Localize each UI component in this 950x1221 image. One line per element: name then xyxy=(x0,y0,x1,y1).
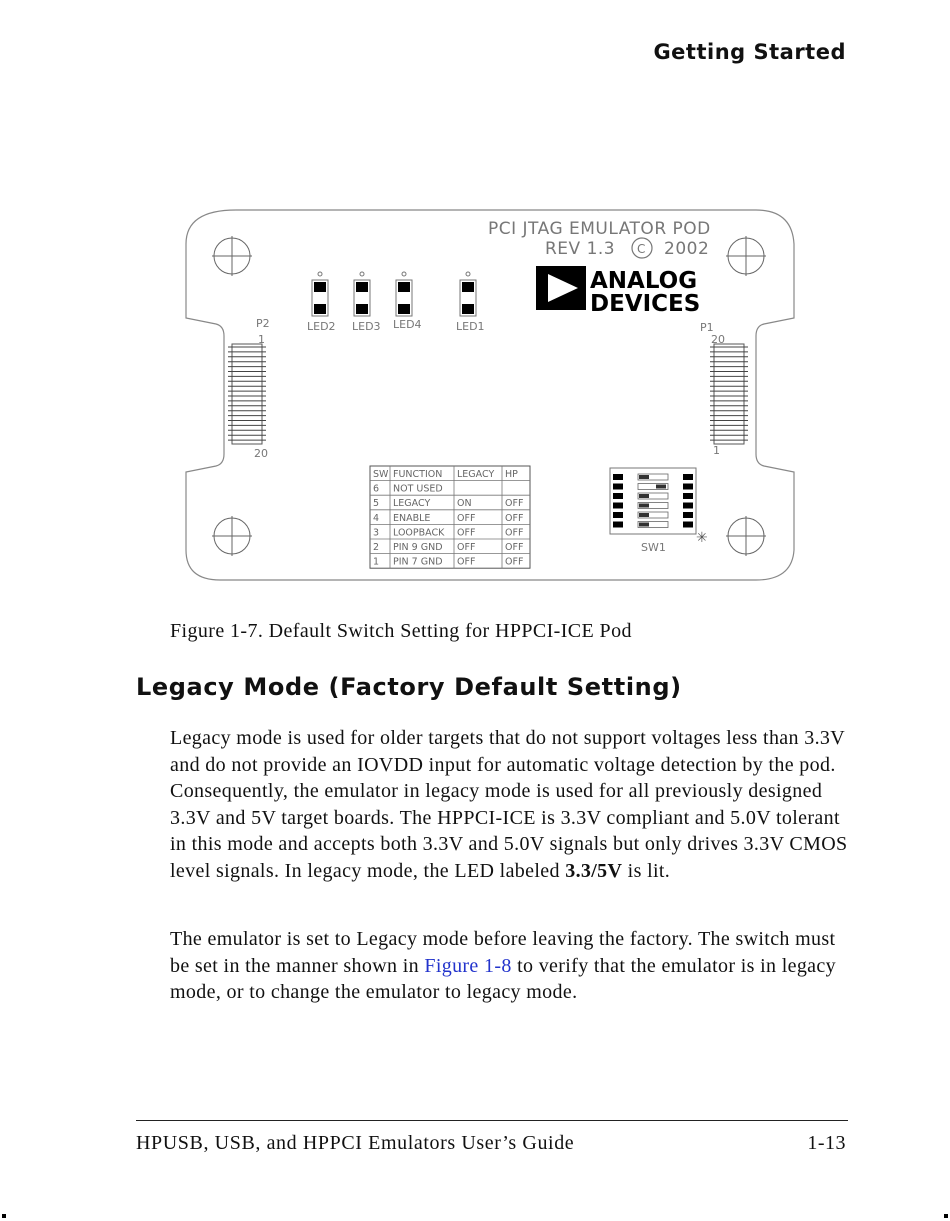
copyright-mark xyxy=(632,238,652,258)
table-cell: 2 xyxy=(373,542,380,553)
led-label-4: LED4 xyxy=(393,318,422,331)
section-heading: Legacy Mode (Factory Default Setting) xyxy=(136,673,682,701)
board-drawing xyxy=(180,204,800,586)
connector-p2-label: P2 xyxy=(256,317,270,330)
corner-mark-right xyxy=(944,1214,948,1218)
footer-rule xyxy=(136,1120,848,1121)
table-cell: 3 xyxy=(373,527,380,539)
board-year: 2002 xyxy=(664,239,710,259)
table-cell: PIN 9 GND xyxy=(393,542,443,553)
table-cell: OFF xyxy=(457,512,476,524)
table-cell: OFF xyxy=(505,512,524,524)
board-title: PCI JTAG EMULATOR POD xyxy=(488,219,711,239)
connector-p2-pin-bottom: 20 xyxy=(254,447,268,460)
table-header-cell: FUNCTION xyxy=(393,469,443,480)
switch-setting-table xyxy=(370,466,530,568)
connector-p1-pin-bottom: 1 xyxy=(713,444,720,457)
paragraph-legacy-description: Legacy mode is used for older targets that do not support voltages less than 3.3V and do not provide an IOVDD input for automatic voltage detection by the pod. Consequently, the emulator in legacy mode is used for all previously designed 3.3V and 5V target boards. The HPPCI-ICE is 3.3V compliant and 5.0V tolerant in this mode and accepts both 3.3V and 5.0V signals but only drives 3.3V CMOS level signals. In legacy mode, the LED labeled 3.3/5V is lit. xyxy=(170,727,848,882)
table-cell: LOOPBACK xyxy=(393,527,445,539)
svg-text:C: C xyxy=(637,242,646,256)
figure-caption: Figure 1-7. Default Switch Setting for HPPCI-ICE Pod xyxy=(170,620,632,642)
table-cell: OFF xyxy=(505,527,524,539)
table-cell: OFF xyxy=(505,498,524,510)
mount-hole-bottom-right xyxy=(726,516,766,556)
table-cell: ON xyxy=(457,498,472,510)
led-group xyxy=(312,272,476,316)
paragraph-factory-setting: The emulator is set to Legacy mode before leaving the factory. The switch must be set in the manner shown in Figure 1-8 to verify that the emulator is in legacy mode, or to change the emulator to legacy mode. xyxy=(170,928,836,1003)
led-label-2: LED2 xyxy=(307,320,336,333)
led-2 xyxy=(312,272,328,316)
led-4 xyxy=(396,272,412,316)
table-header-cell: SW xyxy=(373,469,389,480)
running-header: Getting Started xyxy=(653,40,846,64)
mount-hole-bottom-left xyxy=(212,516,252,556)
table-cell: NOT USED xyxy=(393,483,443,495)
table-cell: LEGACY xyxy=(393,498,431,510)
connector-p2-pin-top: 1 xyxy=(258,333,265,346)
led-1 xyxy=(460,272,476,316)
corner-mark-left xyxy=(2,1214,6,1218)
led-label-3: LED3 xyxy=(352,320,381,333)
led-3 xyxy=(354,272,370,316)
connector-p2 xyxy=(228,344,266,444)
dip-switch-sw1 xyxy=(610,468,696,534)
svg-text:DEVICES: DEVICES xyxy=(590,291,701,317)
led-label-bold: 3.3/5V xyxy=(565,859,623,882)
footer-page-number: 1-13 xyxy=(807,1132,846,1154)
table-cell: OFF xyxy=(457,542,476,553)
connector-p1-label: P1 xyxy=(700,321,714,334)
table-cell: 5 xyxy=(373,498,380,510)
board-rev: REV 1.3 xyxy=(545,239,616,259)
table-cell: OFF xyxy=(505,556,524,568)
asterisk-icon: ✳ xyxy=(696,530,708,546)
board-diagram xyxy=(180,204,800,586)
table-header-cell: HP xyxy=(505,469,518,480)
mount-hole-top-left xyxy=(212,236,252,276)
svg-text:ANALOG: ANALOG xyxy=(590,268,698,294)
connector-p1 xyxy=(710,344,748,444)
footer-guide-title: HPUSB, USB, and HPPCI Emulators User’s Guide xyxy=(136,1132,575,1154)
dip-switch-label: SW1 xyxy=(641,541,666,554)
analog-devices-logo xyxy=(536,266,700,317)
table-cell: 6 xyxy=(373,483,380,495)
led-label-1: LED1 xyxy=(456,320,485,333)
table-cell: OFF xyxy=(457,556,476,568)
table-cell: OFF xyxy=(505,542,524,553)
figure-cross-reference-link[interactable]: Figure 1-8 xyxy=(424,954,512,977)
table-cell: PIN 7 GND xyxy=(393,556,443,568)
mount-hole-top-right xyxy=(726,236,766,276)
table-header-cell: LEGACY xyxy=(457,469,495,480)
table-cell: 1 xyxy=(373,556,380,568)
connector-p1-pin-top: 20 xyxy=(711,333,725,346)
table-cell: ENABLE xyxy=(393,512,431,524)
table-cell: OFF xyxy=(457,527,476,539)
table-cell: 4 xyxy=(373,512,380,524)
